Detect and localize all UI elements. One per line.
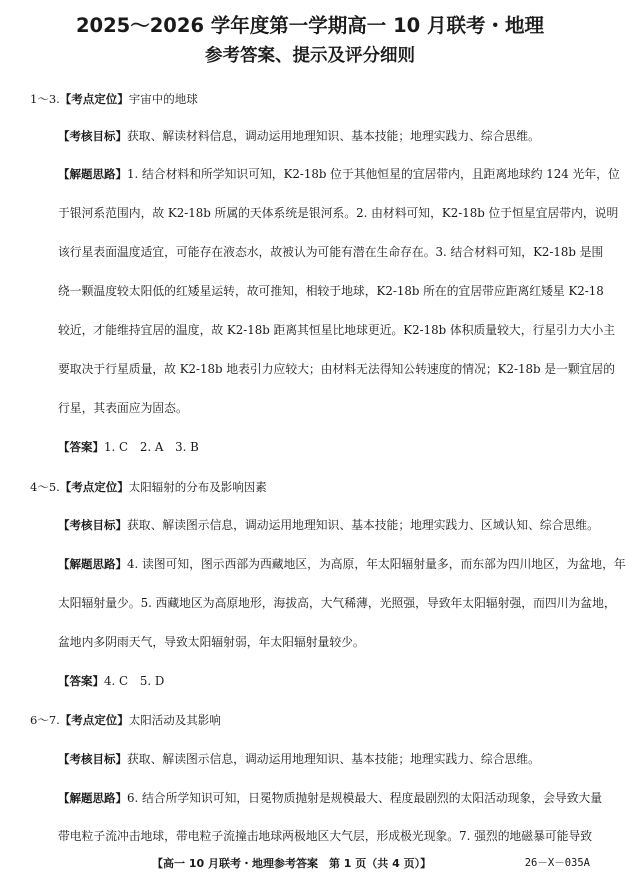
idea-line: 于银河系范围内，故 K2-18b 所属的天体系统是银河系。2. 由材料可知，K2-18b 位于恒星宜居带内，说明 [58,206,619,220]
answer-label: 【答案】 [58,440,104,454]
target-label: 【考核目标】 [58,129,127,143]
idea-text: 1. 结合材料和所学知识可知，K2-18b 位于其他恒星的宜居带内，且距离地球约 124 光年，位 [127,167,620,181]
target-line [58,751,566,767]
answer-text: 4. C 5. D [104,674,165,688]
target-text: 获取、解读图示信息，调动运用地理知识、基本技能；地理实践力、区域认知、综合思维。 [127,518,599,532]
idea-line: 太阳辐射量少。5. 西藏地区为高原地形，海拔高，大气稀薄，光照强，导致年太阳辐射强，而四川为盆地， [58,596,616,610]
idea-text: 4. 读图可知，图示西部为西藏地区，为高原，年太阳辐射量多，而东部为四川地区，为盆地，年 [127,557,626,571]
idea-line: 较近，才能维持宜居的温度，故 K2-18b 距离其恒星比地球更近。K2-18b 体积质量较大，行星引力大小主 [58,323,616,337]
target-line [58,128,566,144]
section-number: 4～5. [30,480,60,494]
section-number: 6～7. [30,713,60,727]
idea-line [58,166,620,182]
section-heading [30,91,198,107]
document-title: 2025～2026 学年度第一学期高一 10 月联考・地理 [75,14,545,37]
section-number: 1～3. [30,92,60,106]
idea-line [58,556,626,572]
idea-line [58,790,603,806]
section-heading [30,479,267,495]
idea-label: 【解题思路】 [58,557,127,571]
idea-line: 要取决于行星质量，故 K2-18b 地表引力应较大；由材料无法得知公转速度的情况；K2-18b 是一颗宜居的 [58,362,616,376]
idea-label: 【解题思路】 [58,791,127,805]
answer-line [58,673,566,689]
position-label: 【考点定位】 [59,480,129,494]
answer-line [58,439,566,455]
page-footer [152,855,431,871]
target-label: 【考核目标】 [58,752,127,766]
position-label: 【考点定位】 [59,713,129,727]
position-text: 太阳辐射的分布及影响因素 [128,480,267,494]
idea-label: 【解题思路】 [58,167,127,181]
idea-line: 盆地内多阴雨天气，导致太阳辐射弱，年太阳辐射量较少。 [58,635,365,649]
idea-text: 6. 结合所学知识可知，日冕物质抛射是规模最大、程度最剧烈的太阳活动现象，会导致大量 [127,791,603,805]
document-subtitle: 参考答案、提示及评分细则 [205,46,415,66]
idea-line: 绕一颗温度较太阳低的红矮星运转，故可推知，相较于地球，K2-18b 所在的宜居带应距离红矮星 K2-18 [58,284,604,298]
section-heading [30,712,221,728]
target-text: 获取、解读材料信息，调动运用地理知识、基本技能；地理实践力、综合思维。 [127,129,540,143]
target-line [58,517,599,533]
target-label: 【考核目标】 [58,518,127,532]
answer-label: 【答案】 [58,674,104,688]
target-text: 获取、解读图示信息，调动运用地理知识、基本技能；地理实践力、综合思维。 [127,752,540,766]
idea-line: 行星，其表面应为固态。 [58,401,188,415]
footer-text: 【高一 10 月联考・地理参考答案 第 1 页（共 4 页）】 [152,857,432,870]
position-text: 太阳活动及其影响 [128,713,221,727]
answer-text: 1. C 2. A 3. B [104,440,199,454]
position-text: 宇宙中的地球 [128,92,198,106]
idea-line: 带电粒子流冲击地球，带电粒子流撞击地球两极地区大气层，形成极光现象。7. 强烈的地磁暴可能导致 [58,829,593,843]
position-label: 【考点定位】 [59,92,129,106]
document-code: 26－X－035A [524,857,590,869]
idea-line: 该行星表面温度适宜，可能存在液态水，故被认为可能有潜在生命存在。3. 结合材料可知，K2-18b 是围 [58,245,604,259]
